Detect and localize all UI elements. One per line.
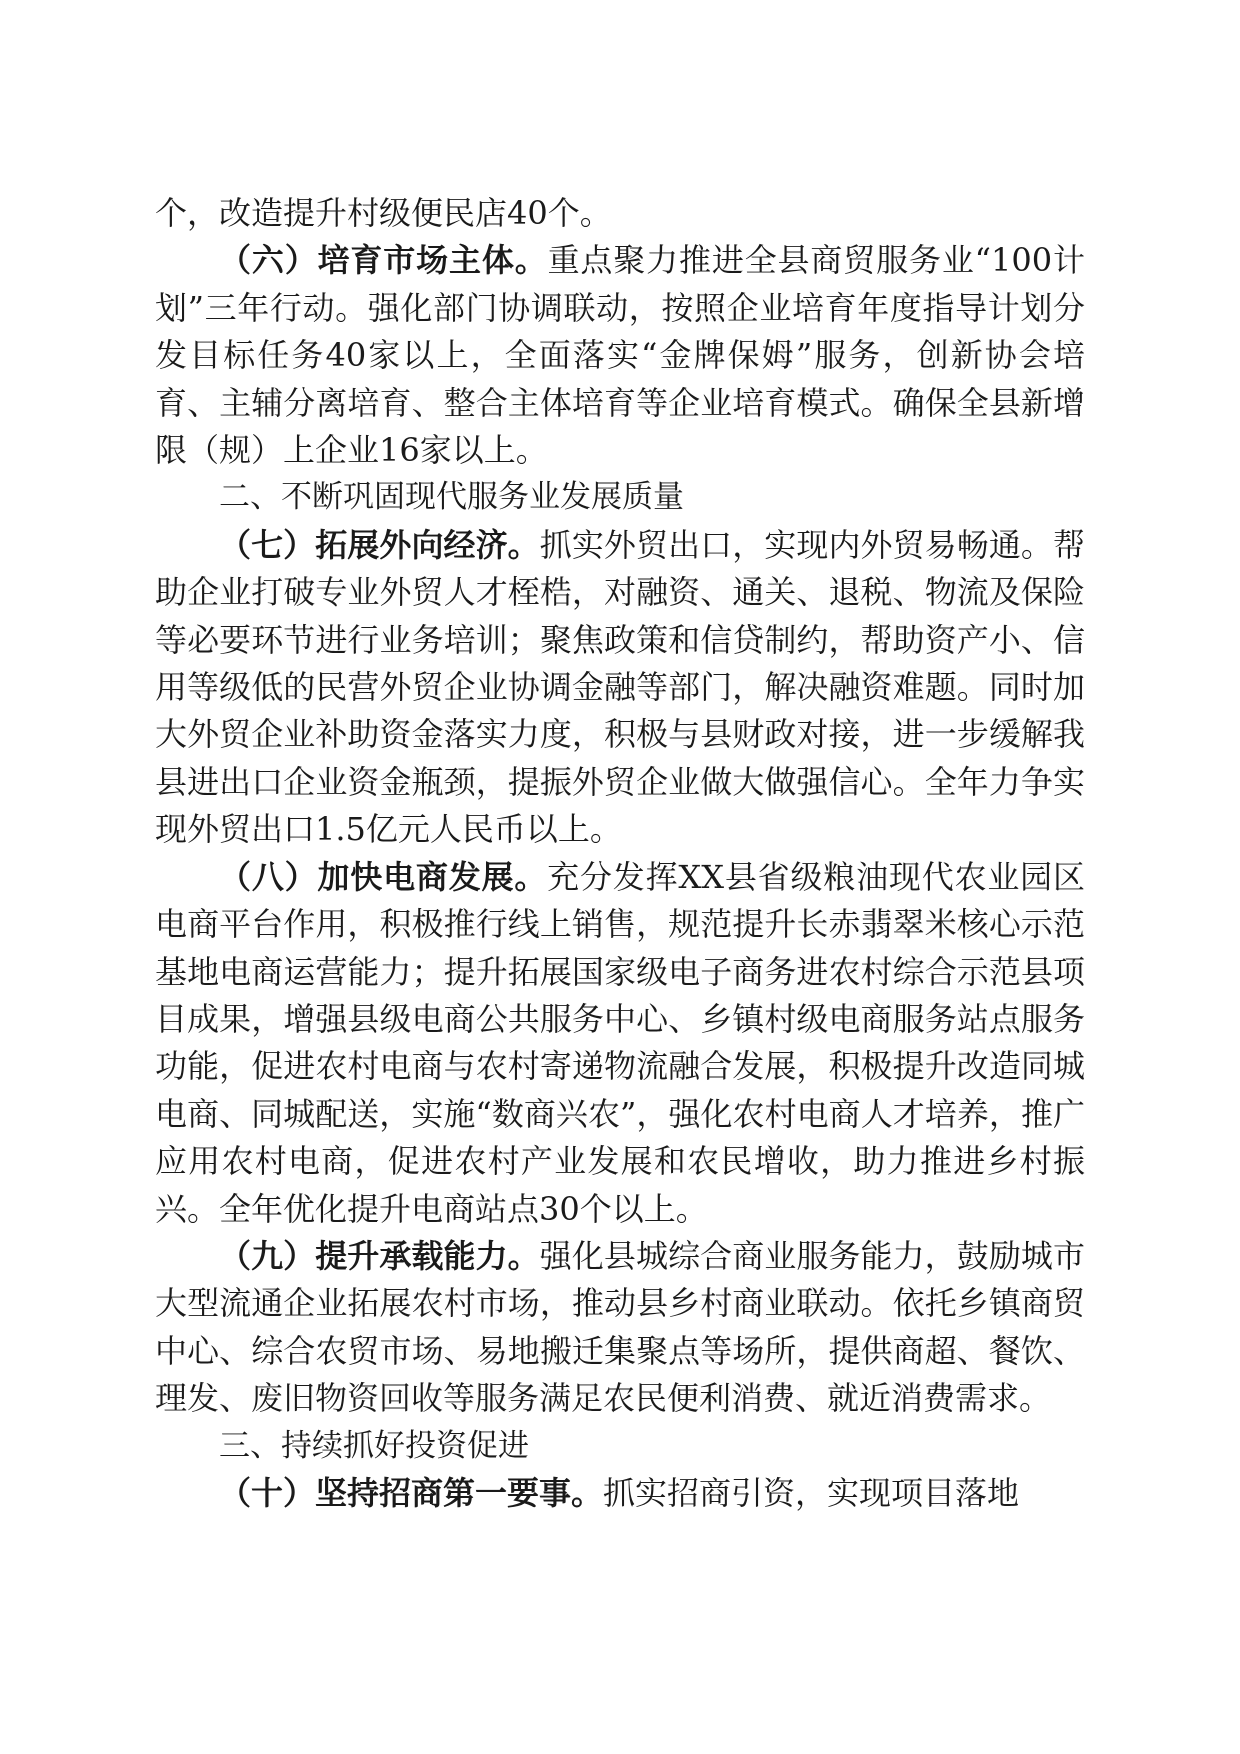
paragraph-body: 充分发挥XX县省级粮油现代农业园区电商平台作用，积极推行线上销售，规范提升长赤翡翠米核心示范基地电商运营能力；提升拓展国家级电子商务进农村综合示范县项目成果，增强县级电商公共服务中心、乡镇村级电商服务站点服务功能，促进农村电商与农村寄递物流融合发展，积极提升改造同城电商、同城配送，实施“数商兴农”，强化农村电商人才培养，推广应用农村电商，促进农村产业发展和农民增收，助力推进乡村振兴。全年优化提升电商站点30个以上。 xyxy=(155,857,1085,1228)
paragraph-foreign-economy xyxy=(155,522,1085,854)
paragraph-ecommerce xyxy=(155,854,1085,1233)
paragraph-body: 个，改造提升村级便民店40个。 xyxy=(155,194,612,232)
paragraph-lead: （七）拓展外向经济。 xyxy=(219,525,540,564)
paragraph-capacity xyxy=(155,1233,1085,1423)
paragraph-body: 抓实招商引资，实现项目落地 xyxy=(603,1473,1020,1512)
paragraph-lead: （九）提升承载能力。 xyxy=(219,1236,540,1275)
paragraph-lead: （八）加快电商发展。 xyxy=(219,857,548,896)
paragraph-continuation xyxy=(155,190,1085,237)
document-page xyxy=(155,190,1085,1517)
section-heading-3: 三、持续抓好投资促进 xyxy=(219,1427,529,1464)
paragraph-lead: （六）培育市场主体。 xyxy=(219,241,548,280)
paragraph-body: 强化县城综合商业服务能力，鼓励城市大型流通企业拓展农村市场，推动县乡村商业联动。依托乡镇商贸中心、综合农贸市场、易地搬迁集聚点等场所，提供商超、餐饮、理发、废旧物资回收等服务满足农民便利消费、就近消费需求。 xyxy=(155,1236,1085,1418)
paragraph-body: 重点聚力推进全县商贸服务业“100计划”三年行动。强化部门协调联动，按照企业培育年度指导计划分发目标任务40家以上，全面落实“金牌保姆”服务，创新协会培育、主辅分离培育、整合主体培育等企业培育模式。确保全县新增限（规）上企业16家以上。 xyxy=(155,241,1085,470)
paragraph-investment xyxy=(155,1470,1085,1517)
paragraph-cultivate-market xyxy=(155,237,1085,474)
section-heading-2: 二、不断巩固现代服务业发展质量 xyxy=(219,479,684,516)
paragraph-lead: （十）坚持招商第一要事。 xyxy=(219,1473,604,1512)
paragraph-body: 抓实外贸出口，实现内外贸易畅通。帮助企业打破专业外贸人才桎梏，对融资、通关、退税、物流及保险等必要环节进行业务培训；聚焦政策和信贷制约，帮助资产小、信用等级低的民营外贸企业协调金融等部门，解决融资难题。同时加大外贸企业补助资金落实力度，积极与县财政对接，进一步缓解我县进出口企业资金瓶颈，提振外贸企业做大做强信心。全年力争实现外贸出口1.5亿元人民币以上。 xyxy=(155,525,1085,849)
